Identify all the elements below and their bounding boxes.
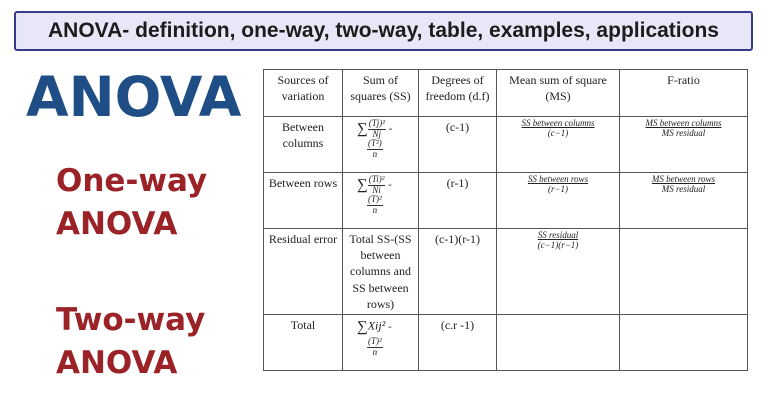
header-ss: Sum of squares (SS) xyxy=(343,70,419,117)
frac-denominator: n xyxy=(372,204,378,215)
ss-formula: ∑Xij² - $\frac{\text{(T)²}}{n}$ xyxy=(343,314,419,370)
df-cell: (c-1) xyxy=(419,117,497,173)
frac-denominator: n xyxy=(372,148,378,159)
frac-numerator: (T)² xyxy=(368,194,382,205)
table-row xyxy=(264,117,748,173)
oneway-label-line1: One-way xyxy=(56,163,208,199)
ms-numerator: SS residual xyxy=(537,230,579,240)
ss-formula: ∑ $\frac{\text{(Ti)²}}{Ni}$ - $\frac{\text{(T)²}}{n}$ xyxy=(343,173,419,229)
ss-formula: ∑ $\frac{\text{(Tj)²}}{Nj}$ - $\frac{\text{(T²)}}{n}$ xyxy=(343,117,419,173)
df-cell: (r-1) xyxy=(419,173,497,229)
table-row xyxy=(264,173,748,229)
anova-heading: ANOVA xyxy=(26,65,242,129)
table-row xyxy=(264,314,748,370)
oneway-label-line2: ANOVA xyxy=(56,206,178,242)
frac-numerator: (T)² xyxy=(368,336,382,347)
ms-denominator: (r−1) xyxy=(547,183,569,194)
df-cell: (c.r -1) xyxy=(419,314,497,370)
ms-cell xyxy=(497,117,620,173)
source-cell: Between rows xyxy=(264,173,343,229)
anova-table xyxy=(263,69,748,371)
title-banner xyxy=(14,11,753,51)
twoway-label-line2: ANOVA xyxy=(56,345,178,381)
ss-term: Xij² xyxy=(367,318,386,333)
table-header-row xyxy=(264,70,748,117)
ms-cell xyxy=(497,314,620,370)
ms-denominator: (c−1) xyxy=(547,127,569,138)
banner-title: ANOVA- definition, one-way, two-way, table, examples, applications xyxy=(48,19,719,42)
ms-numerator: SS between rows xyxy=(527,174,589,184)
source-cell: Residual error xyxy=(264,229,343,315)
f-numerator: MS between columns xyxy=(645,118,722,128)
header-df: Degrees of freedom (d.f) xyxy=(419,70,497,117)
header-f-ratio: F-ratio xyxy=(620,70,748,117)
header-sources: Sources of variation xyxy=(264,70,343,117)
f-ratio-cell xyxy=(620,229,748,315)
f-ratio-cell xyxy=(620,173,748,229)
frac-denominator: n xyxy=(372,346,378,357)
source-cell: Total xyxy=(264,314,343,370)
source-cell: Between columns xyxy=(264,117,343,173)
frac-denominator: Ni xyxy=(372,184,381,195)
ms-numerator: SS between columns xyxy=(521,118,595,128)
frac-numerator: (Tj)² xyxy=(368,118,385,129)
ss-cell: Total SS-(SS between columns and SS between rows) xyxy=(343,229,419,315)
frac-denominator: Nj xyxy=(372,128,382,139)
twoway-label-line1: Two-way xyxy=(56,302,206,338)
df-cell: (c-1)(r-1) xyxy=(419,229,497,315)
f-ratio-cell xyxy=(620,314,748,370)
ms-cell xyxy=(497,173,620,229)
f-numerator: MS between rows xyxy=(651,174,716,184)
ms-denominator: (c−1)(r−1) xyxy=(537,239,579,250)
frac-numerator: (T²) xyxy=(368,138,382,149)
f-denominator: MS residual xyxy=(661,127,706,138)
f-denominator: MS residual xyxy=(661,183,706,194)
ms-cell xyxy=(497,229,620,315)
table-row xyxy=(264,229,748,315)
f-ratio-cell xyxy=(620,117,748,173)
frac-numerator: (Ti)² xyxy=(368,174,385,185)
header-ms: Mean sum of square (MS) xyxy=(497,70,620,117)
